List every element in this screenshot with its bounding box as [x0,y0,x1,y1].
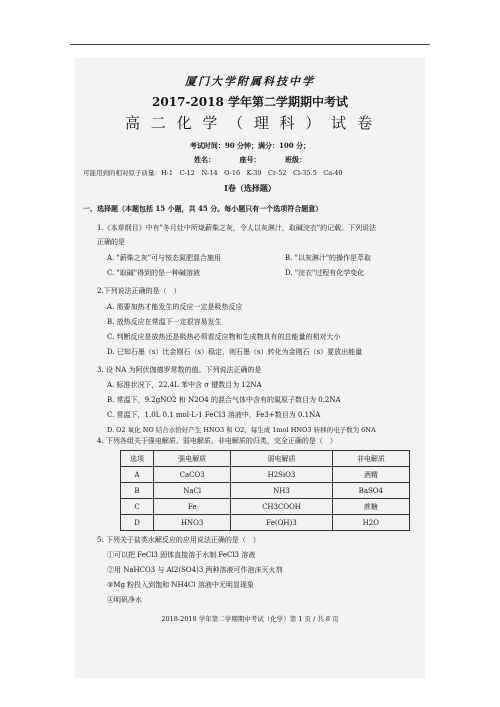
q2-option-b: B. 放热反应在常温下一定很容易发生 [107,318,222,326]
q2-stem: 2.下列说法正确的是（ ） [97,287,181,295]
exam-page [75,58,425,678]
subject-title: 高 二 化 学 （ 理 科 ） 试 卷 [125,114,375,132]
table-cell: H2SiO3 [231,467,332,483]
table-cell: 酒精 [332,467,409,483]
student-fields: 姓名： 座号： 班级： [194,155,306,164]
table-cell: C [121,499,154,515]
q5-item-1: ①可以把 FeCl3 固体直接溶于水制 FeCl3 溶液 [107,551,256,559]
table-cell: Fe(OH)3 [231,515,332,531]
section-heading: 一、选择题（本题包括 15 小题，共 45 分。每小题只有一个选项符合题意） [83,204,323,213]
q1-option-c: C. "取碱"得到的是一种碱溶液 [107,269,200,277]
q1-option-a: A. "薪柴之灰"可与铵态氮肥混合施用 [107,254,221,262]
q2-option-d: D. 已知石墨（s）比金刚石（s）稳定，则石墨（s）转化为金刚石（s）要放出能量 [107,348,363,356]
table-header-cell: 非电解质 [332,451,409,467]
table-cell: 蔗糖 [332,499,409,515]
atomic-masses: 可能用到的相对原子质量：H-1 C-12 N-14 O-16 K-39 Cr-52 Cl-35.5 Ca-40 [83,169,343,177]
q3-option-a: A. 标准状况下，22.4L 苯中含 σ 键数目为 12NA [107,381,262,389]
table-header-row [121,451,410,467]
table-cell: Fe [154,499,231,515]
q3-option-b: B. 常温下，9.2gNO2 和 N2O4 的混合气体中含有的氮原子数目为 0.2NA [107,396,341,404]
q3-option-c: C. 常温下，1.0L 0.1 mol·L-1 FeCl3 溶液中，Fe3+数目为 0.1NA [107,411,321,419]
electrolyte-table [120,450,410,531]
q2-option-a: A. 需要加热才能发生的反应一定是吸热反应 [107,303,243,311]
table-row [121,499,410,515]
school-name: 厦门大学附属科技中学 [185,75,315,88]
table-row [121,483,410,499]
q3-option-d: D. O2 氧化 NO 结合水恰好产生 HNO3 和 O2，每生成 1mol HNO3 转移的电子数为 6NA [107,426,376,434]
q5-item-4: ④明矾净水 [107,596,142,604]
q1-option-d: D. "浣衣"过程有化学变化 [285,269,365,277]
q5-item-2: ②用 NaHCO3 与 Al2(SO4)3 两种溶液可作泡沫灭火剂 [107,566,283,574]
q1-stem-cont: 正确的是 [97,238,125,246]
table-cell: D [121,515,154,531]
table-cell: NH3 [231,483,332,499]
table-row [121,515,410,531]
table-cell: H2O [332,515,409,531]
table-cell: CaCO3 [154,467,231,483]
exam-title: 2017-2018 学年第二学期期中考试 [152,95,348,109]
table-row [121,467,410,483]
table-cell: HNO3 [154,515,231,531]
table-cell: A [121,467,154,483]
table-cell: BaSO4 [332,483,409,499]
q1-option-b: B. "以灰淋汁"的操作是萃取 [285,254,372,262]
q3-stem: 3. 设 NA 为阿伏伽德罗常数的值。下列说法正确的是 [97,366,262,374]
table-header-cell: 选项 [121,451,154,467]
q5-item-3: ③Mg 粉投入到饱和 NH4Cl 溶液中无明显现象 [107,581,254,589]
q1-stem: 1.《本草纲目》中有"冬月灶中所烧薪柴之灰，令人以灰淋汁，取碱浣衣"的记载。下列说法 [97,224,377,232]
page-footer: 2018-2018 学年第二学期期中考试（化学）第 1 页 / 共 8 页 [161,615,339,623]
table-cell: B [121,483,154,499]
q4-stem: 4. 下列各组关于强电解质、弱电解质、非电解质的归类，完全正确的是（ ） [97,437,337,445]
q2-option-c: C. 判断反应是放热还是吸热必须看反应物和生成物具有的总能量的相对大小 [107,333,341,341]
q5-stem: 5. 下列关于盐类水解反应的应用说法正确的是（ ） [97,536,260,544]
top-rule [70,44,430,45]
table-header-cell: 弱电解质 [231,451,332,467]
volume-title: Ⅰ卷（选择题） [224,183,276,193]
table-header-cell: 强电解质 [154,451,231,467]
time-score: 考试时间：90 分钟；满分：100 分； [189,141,311,150]
table-cell: NaCl [154,483,231,499]
table-cell: CH3COOH [231,499,332,515]
